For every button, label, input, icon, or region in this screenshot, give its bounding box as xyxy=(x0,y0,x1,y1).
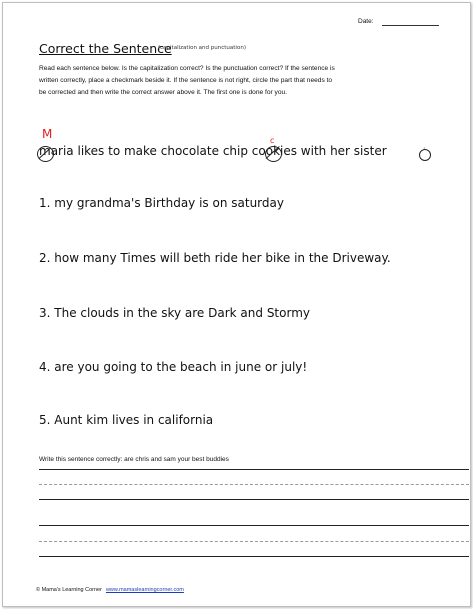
sentence-1: 1. my grandma's Birthday is on saturday xyxy=(39,196,284,210)
writing-line-mid xyxy=(39,541,469,542)
footer-copyright: © Mama's Learning Corner xyxy=(36,587,102,593)
instructions-line: written correctly, place a checkmark beside it. If the sentence is not right, circle the part that needs to xyxy=(39,77,333,84)
correction-letter-c: c xyxy=(270,136,275,145)
writing-line-top xyxy=(39,469,469,470)
correction-capital-m: M xyxy=(42,127,53,141)
instructions xyxy=(39,63,434,99)
instructions-line: be corrected and then write the correct answer above it. The first one is done for you. xyxy=(39,89,288,96)
worksheet-subtitle: (capitalization and punctuation) xyxy=(158,45,246,51)
sentence-3: 3. The clouds in the sky are Dark and Stormy xyxy=(39,306,310,320)
date-line xyxy=(382,25,439,26)
instructions-line: Read each sentence below. Is the capitalization correct? Is the punctuation correct? If the sentence is xyxy=(39,65,335,72)
worksheet-page xyxy=(2,2,471,607)
footer xyxy=(36,587,184,593)
sentence-5: 5. Aunt kim lives in california xyxy=(39,413,214,427)
writing-line-top xyxy=(39,525,469,526)
correction-circle-c xyxy=(265,146,282,162)
example-sentence: maria likes to make chocolate chip cookies with her sister xyxy=(39,144,387,158)
correction-circle-period xyxy=(419,149,431,161)
sentence-4: 4. are you going to the beach in june or july! xyxy=(39,360,308,374)
footer-website-link[interactable]: www.mamaslearningcorner.com xyxy=(105,587,184,593)
correction-circle-m xyxy=(37,146,54,162)
writing-line-mid xyxy=(39,484,469,485)
writing-line-base xyxy=(39,556,469,557)
write-prompt: Write this sentence correctly: are chris and sam your best buddies xyxy=(39,456,229,463)
date-label: Date: xyxy=(358,18,374,25)
sentence-2: 2. how many Times will beth ride her bike in the Driveway. xyxy=(39,251,391,265)
worksheet-title: Correct the Sentence xyxy=(39,41,172,56)
writing-line-base xyxy=(39,499,469,500)
correction-period-mark: · xyxy=(423,144,426,153)
